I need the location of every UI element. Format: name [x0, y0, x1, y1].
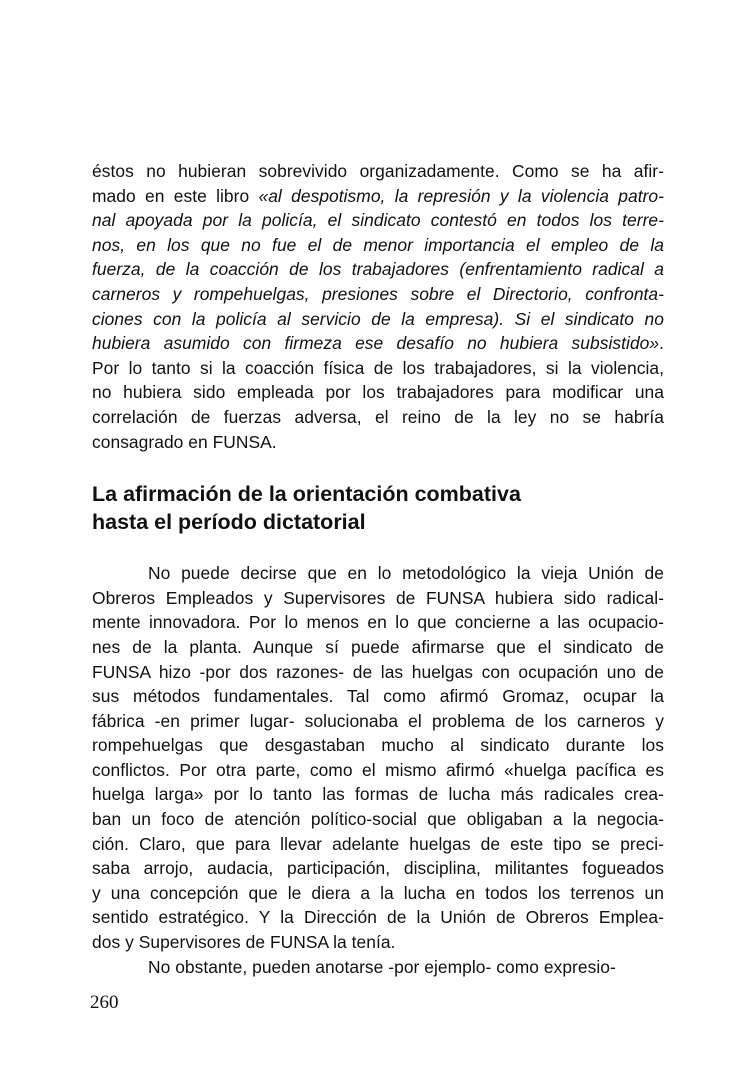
- paragraph-1: [92, 159, 664, 454]
- section-title: [92, 481, 664, 536]
- section-title-line: hasta el período dictatorial: [92, 509, 366, 534]
- text-line: carneros y rompehuelgas, presiones sobre el Directorio, confronta-: [92, 283, 664, 304]
- text-line: huelga larga» por lo tanto las formas de lucha más radicales crea-: [92, 784, 664, 805]
- text-line: sus métodos fundamentales. Tal como afirmó Gromaz, ocupar la: [92, 686, 664, 707]
- paragraph-3: [92, 955, 664, 980]
- page-number: 260: [90, 992, 119, 1013]
- text-line: No puede decirse que en lo metodológico la vieja Unión de: [148, 563, 664, 584]
- text-line: fábrica -en primer lugar- solucionaba el problema de los carneros y: [92, 710, 664, 731]
- text-line: sentido estratégico. Y la Dirección de la Unión de Obreros Emplea-: [92, 907, 664, 928]
- page-body: [92, 159, 664, 979]
- text-line: Por lo tanto si la coacción física de los trabajadores, si la violencia,: [92, 357, 664, 378]
- text-line: FUNSA hizo -por dos razones- de las huelgas con ocupación uno de: [92, 661, 664, 682]
- text-line: ciones con la policía al servicio de la empresa). Si el sindicato no: [92, 308, 664, 329]
- text-line: Obreros Empleados y Supervisores de FUNSA hubiera sido radical-: [92, 587, 664, 608]
- text-line: nal apoyada por la policía, el sindicato contestó en todos los terre-: [92, 210, 664, 231]
- text-line: ción. Claro, que para llevar adelante huelgas de este tipo se preci-: [92, 833, 664, 854]
- text-line: correlación de fuerzas adversa, el reino de la ley no se habría: [92, 406, 664, 427]
- text-line: conflictos. Por otra parte, como el mismo afirmó «huelga pacífica es: [92, 759, 664, 780]
- text-line: dos y Supervisores de FUNSA la tenía.: [92, 932, 396, 953]
- text-line: rompehuelgas que desgastaban mucho al sindicato durante los: [92, 735, 664, 756]
- text-line: No obstante, pueden anotarse -por ejemplo- como expresio-: [148, 956, 616, 977]
- text-line: saba arrojo, audacia, participación, disciplina, militantes fogueados: [92, 858, 664, 879]
- text-line: éstos no hubieran sobrevivido organizadamente. Como se ha afir-: [92, 161, 664, 181]
- text-line: y una concepción que le diera a la lucha en todos los terrenos un: [92, 882, 664, 903]
- text-line: mado en este libro «al despotismo, la represión y la violencia patro-: [92, 185, 664, 206]
- paragraph-2: [92, 561, 664, 955]
- text-line: consagrado en FUNSA.: [92, 431, 277, 452]
- text-line: nes de la planta. Aunque sí puede afirmarse que el sindicato de: [92, 636, 664, 657]
- text-line: hubiera asumido con firmeza ese desafío no hubiera subsistido».: [92, 333, 664, 354]
- text-line: fuerza, de la coacción de los trabajadores (enfrentamiento radical a: [92, 259, 664, 280]
- text-line: ban un foco de atención político-social que obligaban a la negocia-: [92, 809, 664, 830]
- text-line: mente innovadora. Por lo menos en lo que concierne a las ocupacio-: [92, 612, 664, 633]
- section-title-line: La afirmación de la orientación combativa: [92, 482, 521, 507]
- text-line: no hubiera sido empleada por los trabajadores para modificar una: [92, 382, 664, 403]
- text-line: nos, en los que no fue el de menor importancia el empleo de la: [92, 234, 664, 255]
